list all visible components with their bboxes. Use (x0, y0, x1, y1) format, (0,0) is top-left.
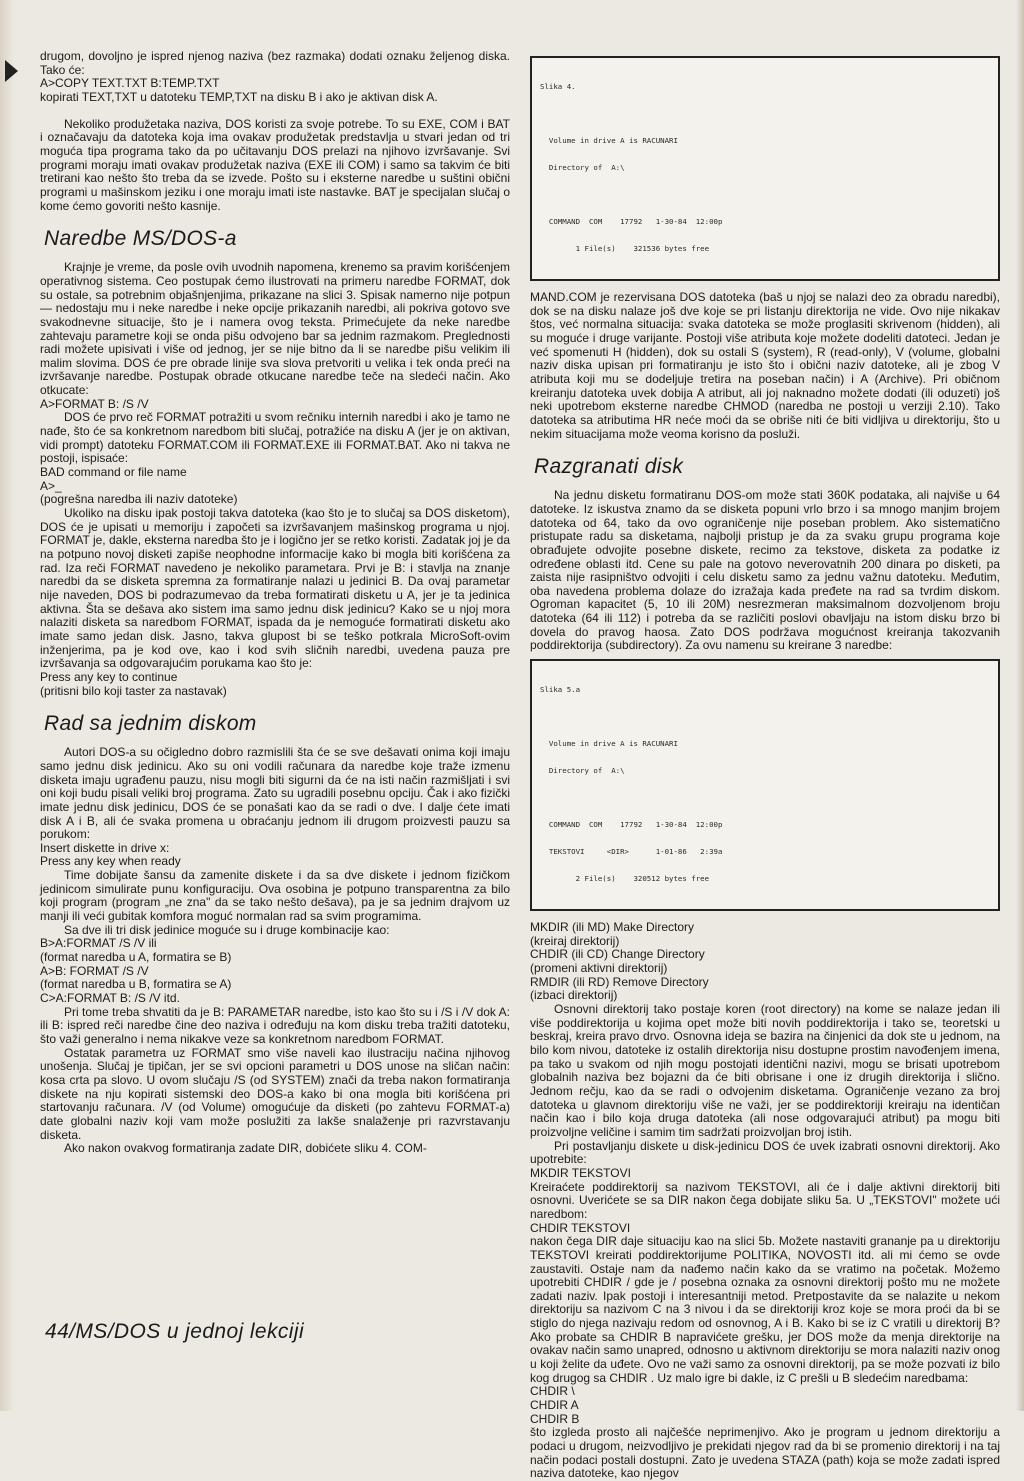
page-footer-title: 44/MS/DOS u jednoj lekciji (45, 1320, 305, 1343)
screen-line: COMMAND COM 17792 1-30-84 12:00p (540, 820, 723, 830)
screen-line: Volume in drive A is RACUNARI (540, 136, 678, 145)
paragraph: Ostatak parametra uz FORMAT smo više naveli kao ilustraciju načina njihovog unošenja. Slučaj je tipičan, jer se svi opcioni parametri u DOS unose na sličan način: kosa crta pa slovo. U ovom slučaju /S (od SYSTEM) znači da treba nakon formatiranja diskete na nju kopirati sistemski deo DOS-a kako bi ona mogla biti korišćena pri startovanju računara. /V (od Volume) omogućuje da disketi (po zahtevu FORMAT-a) date globalni naziv koji vam može poslužiti za lakše snalaženje pri razvrstavanju disketa. (40, 1045, 510, 1142)
paragraph: Ukoliko na disku ipak postoji takva datoteka (kao što je to slučaj sa DOS disketom), DOS će je upisati u memoriju i započeti sa izvršavanjem mašinskog programa u njoj. FORMAT je, dakle, eksterna naredba što je i logično jer se retko koristi. Zadatak joj je da na potpuno novoj disketi zapiše neophodne informacije kako bi mogla biti korišćena za rad. Iza reči FORMAT navedeno je nekoliko parametara. Prvi je B: i stavlja na znanje naredbi da se disketa spremna za formatiranje nalazi u jedinici B. Da ovaj parametar nije naveden, DOS bi podrazumevao da treba formatirati disketu u A, jer je ta jedinica aktivna. Šta se dešava ako sistem ima samo jednu disk jedinicu? Kako se u njoj mora nalaziti disketa sa naredbom FORMAT, ispada da je nemoguće formatirati disketu ako imate samo jedan disk. Jasno, takva glupost bi se teško potkrala MicroSoft-ovim inženjerima, pa je kod ove, kao i kod svih sličnih naredbi, uvedena pauza pre izvršavanja sa odgovarajućim porukama kao što je: (40, 506, 510, 671)
screen-line (540, 712, 990, 721)
command-line: MKDIR (ili MD) Make Directory (530, 920, 695, 935)
left-column (40, 50, 510, 1156)
paragraph: što izgleda prosto ali najčešće neprimenjivo. Ako je program u jednom direktoriju a podaci u drugom, neizvodljivo je prekidati njegov rad da bi se promenio direktorij i na taj način podaci postali dostupni. Zato je uvedena STAZA (path) koja se može zadati ispred naziva datoteke, kao njegov (530, 1425, 1000, 1481)
command-line: (izbaci direktorij) (530, 988, 618, 1003)
paragraph: Krajnje je vreme, da posle ovih uvodnih napomena, krenemo sa pravim korišćenjem operativnog sistema. Ceo postupak ćemo ilustrovati na primeru naredbe FORMAT, dok su ostale, sa potrebnim objašnjenjima, prikazane na slici 3. Spisak namerno nije potpun — nedostaju mu i neke naredbe i neke opcije prikazanih naredbi, ali pokriva gotovo sve svakodnevne situacije, što je i namera ovog teksta. Primećujete da neke naredbe zahtevaju parametre koji se onda pišu odvojeno bar sa jednim razmakom. Preglednosti radi možete upisivati i više od jednog, jer se nije bitno da li se naredbe pišu velikim ili malim slovima. DOS će pre obrade linije sva slova pretvoriti u velika i tek onda preći na izvršavanje naredbe. Postupak obrade otkucane naredbe teče na sledeći način. Ako otkucate: (40, 260, 510, 398)
paragraph: Na jednu disketu formatiranu DOS-om može stati 360K podataka, ali najviše u 64 datoteke. Iz iskustva znamo da se disketa popuni vrlo brzo i sa mnogo manjim brojem datoteka od 64, tako da ovo ograničenje nije poseban problem. Ako sistematično pristupate radu sa disketama, najbolji pristup je da za svaku grupu programa koje obrađujete odvojite posebne diskete, recimo za tekstove, disketa za podatke iz određene oblasti itd. Cene su pale na gotovo neverovatnih 200 dinara po disketi, pa zaista nije rasipništvo odvojiti i celu disketu samo za jednu važnu datoteku. Međutim, oba navedena problema dolaze do izražaja kada pređete na rad sa tvrdim diskom. Ogroman kapacitet (5, 10 ili 20M) nesrezmeran maksimalnom dozvoljenom broju datoteka (64 ili 112) i potreba da se različiti poslovi obavljaju na istom disku brzo bi dovela do pravog haosa. Zato DOS podržava mogućnost kreiranja takozvanih poddirektorija (subdirectory). Za ovu namenu su kreirane 3 naredbe: (530, 488, 1000, 653)
command-line: Press any key when ready (40, 854, 181, 869)
screen-line: Directory of A:\ (540, 766, 625, 776)
screen-line: TEKSTOVI <DIR> 1-01-86 2:39a (540, 847, 723, 857)
screen-line: Slika 4. (540, 82, 576, 91)
paragraph: Time dobijate šansu da zamenite diskete i da sa dve diskete i jednom fizičkom jedinicom simulirate punu konfiguraciju. Ova osobina je potpuno transparentna za bilo koji program (program „ne zna" da se tako nešto dešava), pa je sa jednim drajvom uz manji ili veći gubitak komfora moguć normalan rad sa svim programima. (40, 868, 510, 924)
paragraph: drugom, dovoljno je ispred njenog naziva (bez razmaka) dodati oznaku željenog diska. Tako će: (40, 49, 510, 77)
command-line: RMDIR (ili RD) Remove Directory (530, 974, 709, 989)
paragraph: Ako nakon ovakvog formatiranja zadate DIR, dobićete sliku 4. COM- (64, 1141, 427, 1156)
command-line: Press any key to continue (40, 669, 178, 684)
paragraph: Pri tome treba shvatiti da je B: PARAMETAR naredbe, isto kao što su i /S i /V dok A: ili B: ispred reči naredbe čine deo naziva i određuju na kom disku treba tražiti datoteku, što važi generalno i nema nikakve veze sa konkretnom naredbom FORMAT. (40, 1004, 510, 1046)
command-line: (pogrešna naredba ili naziv datoteke) (40, 492, 238, 507)
paragraph: Nekoliko produžetaka naziva, DOS koristi za svoje potrebe. To su EXE, COM i BAT i označavaju da datoteka koja ima ovakav produžetak predstavlja u stvari jedan od tri moguća tipa programa tako da po učitavanju DOS prelazi na njihovo izvršavanje. Svi programi moraju imati ovakav produžetak naziva (EXE ili COM) i samo sa takvim će biti tretirani kao nešto što treba da se izvede. Pošto su i eksterne naredbe u suštini obični programi u mašinskom jeziku i one moraju imati iste nastavke. BAT je specijalan slučaj o kome ćemo govoriti nešto kasnije. (40, 116, 510, 213)
command-line: Insert diskette in drive x: (40, 840, 170, 855)
command-line: A>B: FORMAT /S /V (40, 963, 149, 978)
screen-line (540, 109, 990, 118)
command-line: CHDIR B (530, 1411, 580, 1426)
paragraph: Sa dve ili tri disk jedinice moguće su i druge kombinacije kao: (64, 922, 390, 937)
command-line: CHDIR A (530, 1398, 579, 1413)
paragraph: Autori DOS-a su očigledno dobro razmislili šta će se sve dešavati onima koji imaju samo jednu disk jedinicu. Ako su oni vodili računara da naredbe koje traže izmenu disketa imaju ugrađenu pauzu, nisu mogli biti sigurni da će na isti način razmišljati i svi oni koji budu pisali veliki broj programa. Zato su ugradili posebnu opciju. Čak i ako fizički imate jednu disk jedinicu, DOS će se ponašati kao da se radi o dve. I dalje ćete imati disk A i B, ali će svaka promena u obraćanju jednom ili drugom proizvesti pauzu sa porukom: (40, 745, 510, 842)
page-binding-edge (0, 0, 14, 1411)
command-line: (format naredba u A, formatira se B) (40, 950, 232, 965)
command-line: BAD command or file name (40, 465, 187, 480)
command-line: MKDIR TEKSTOVI (530, 1165, 631, 1180)
dir-listing-figure-5a (530, 659, 1000, 911)
screen-line: 1 File(s) 321536 bytes free (540, 244, 710, 253)
command-line: B>A:FORMAT /S /V ili (40, 936, 157, 951)
page-marker-arrow-icon (5, 60, 18, 82)
paragraph: kopirati TEXT,TXT u datoteku TEMP,TXT na disku B i ako je aktivan disk A. (40, 89, 438, 104)
section-heading: Rad sa jednim diskom (44, 712, 257, 736)
paragraph: Kreiraćete poddirektorij sa nazivom TEKSTOVI, ali će i dalje aktivni direktorij biti osnovni. Uverićete se sa DIR nakon čega dobijate sliku 5a. U „TEKSTOVI" možete ući naredbom: (530, 1179, 1000, 1221)
command-line: A>_ (40, 478, 62, 493)
paragraph: MAND.COM je rezervisana DOS datoteka (baš u njoj se nalazi deo za obradu naredbi), dok se na disku nalaze još dve koje se pri listanju direktorija ne vide. Ovo nije nikakav štos, već normalna situacija: svaka datoteka se može proglasiti skrivenom (hidden), ali su moguće i druge varijante. Postoji više atributa koje možete dodeliti datoteci. Jedan je već spomenuti H (hidden), dok su ostali S (system), R (read-only), V (volume, globalni naziv diska upisan pri formatiranju je isto što i obični naziv datoteke, ali je zbog V atributa koji mu se dodeljuje tretira na poseban način) i A (Archive). Pri običnom kreiranju datoteka uvek dobija A atribut, ali joj naknadno možete dodati (ili oduzeti) još neki upotrebom eksterne naredbe CHMOD (naredba ne postoji u verziji 2.10). Tako datoteka sa atributima HR neće moći da se obriše niti će biti vidljiva u direktoriju, što u nekim situacijama može veoma korisno da posluži. (530, 290, 1000, 441)
command-line: CHDIR TEKSTOVI (530, 1220, 631, 1235)
page-right-edge (1016, 0, 1024, 1411)
command-line: CHDIR (ili CD) Change Directory (530, 947, 705, 962)
screen-line: Volume in drive A is RACUNARI (540, 739, 678, 749)
command-line: (pritisni bilo koji taster za nastavak) (40, 683, 227, 698)
paragraph: nakon čega DIR daje situaciju kao na slici 5b. Možete nastaviti grananje pa u direktoriju TEKSTOVI kreirati poddirektorijume POLITIKA, NOVOSTI itd. ali mi ćemo se ovde zaustaviti. Ostaje nam da nađemo način kako da se vratimo na početak. Možemo upotrebiti CHDIR / gde je / posebna oznaka za osnovni direktorij pošto mu ne možete zadati naziv. Ipak postoji i interesantniji metod. Pretpostavite da se nalazite u nekom direktoriju sa nazivom C na 3 nivou i da se direktoriji kroz koje se mora proći da bi se stiglo do njega nazivaju redom od osnovnog, A i B. Kako bi se iz C vratili u direktorij B? Ako probate sa CHDIR B napravićete grešku, jer DOS može da menja direktorije na ovakav način samo unapred, odnosno u aktivnom direktoriju se mora nalaziti naziv onog u koji želite da uđete. Ovo ne važi samo za osnovni direktorij, pa se može pozvati iz bilo kog drugog sa CHDIR . Uz malo igre bi dakle, iz C prešli u B sledećim naredbama: (530, 1234, 1000, 1385)
command-line: A>COPY TEXT.TXT B:TEMP.TXT (40, 76, 220, 91)
command-line: (promeni aktivni direktorij) (530, 961, 668, 976)
screen-line (540, 793, 990, 802)
command-line: (format naredba u B, formatira se A) (40, 977, 232, 992)
dir-listing-figure-4 (530, 56, 1000, 281)
command-line: C>A:FORMAT B: /S /V itd. (40, 991, 180, 1006)
command-line: A>FORMAT B: /S /V (40, 396, 149, 411)
paragraph: Pri postavljanju diskete u disk-jedinicu DOS će uvek izabrati osnovni direktorij. Ako upotrebite: (530, 1138, 1000, 1167)
screen-line: COMMAND COM 17792 1-30-84 12:00p (540, 217, 723, 226)
right-column (530, 50, 1000, 1481)
command-line: CHDIR \ (530, 1384, 575, 1399)
section-heading: Naredbe MS/DOS-a (44, 227, 237, 251)
paragraph: DOS će prvo reč FORMAT potražiti u svom rečniku internih naredbi i ako je tamo ne nađe, što će sa konkretnom naredbom biti slučaj, potražiće na disku A (jer je on aktivan, vidi prompt) datoteku FORMAT.COM ili FORMAT.EXE ili FORMAT.BAT. Ako ni takva ne postoji, ispisaće: (40, 410, 510, 466)
command-line: (kreiraj direktorij) (530, 933, 620, 948)
section-heading: Razgranati disk (534, 455, 684, 479)
screen-line: Directory of A:\ (540, 163, 625, 172)
screen-line (540, 190, 990, 199)
screen-line: Slika 5.a (540, 685, 581, 695)
paragraph: Osnovni direktorij tako postaje koren (root directory) na kome se nalaze jedan ili više poddirektorija u kojima opet može biti novih poddirektorija i tako se, teoretski u beskraj, kreira pravo drvo. Osnovna ideja se bazira na činjenici da dok ste u jednom, na bilo kom nivou, datoteke iz ostalih direktorija nisu dostupne prostim navođenjem imena, pa tako u svakom od njih mogu postojati identični nazivi, mogu se brisati upotrebom globalnih naziva bez bojazni da će biti obrisane i one iz drugih direktorija i slično. Jednom rečju, kao da se radi o odvojenim disketama. Ograničenje vezano za broj datoteka u glavnom direktoriju više ne važi, jer se poddirektoriji kreiraju na identičan način kao i bilo koja druga datoteka (ali nose odgovarajući atribut) pa mogu biti proizvoljne veličine i samim tim sadržati proizvoljan broj istih. (530, 1002, 1000, 1139)
screen-line: 2 File(s) 320512 bytes free (540, 874, 710, 884)
